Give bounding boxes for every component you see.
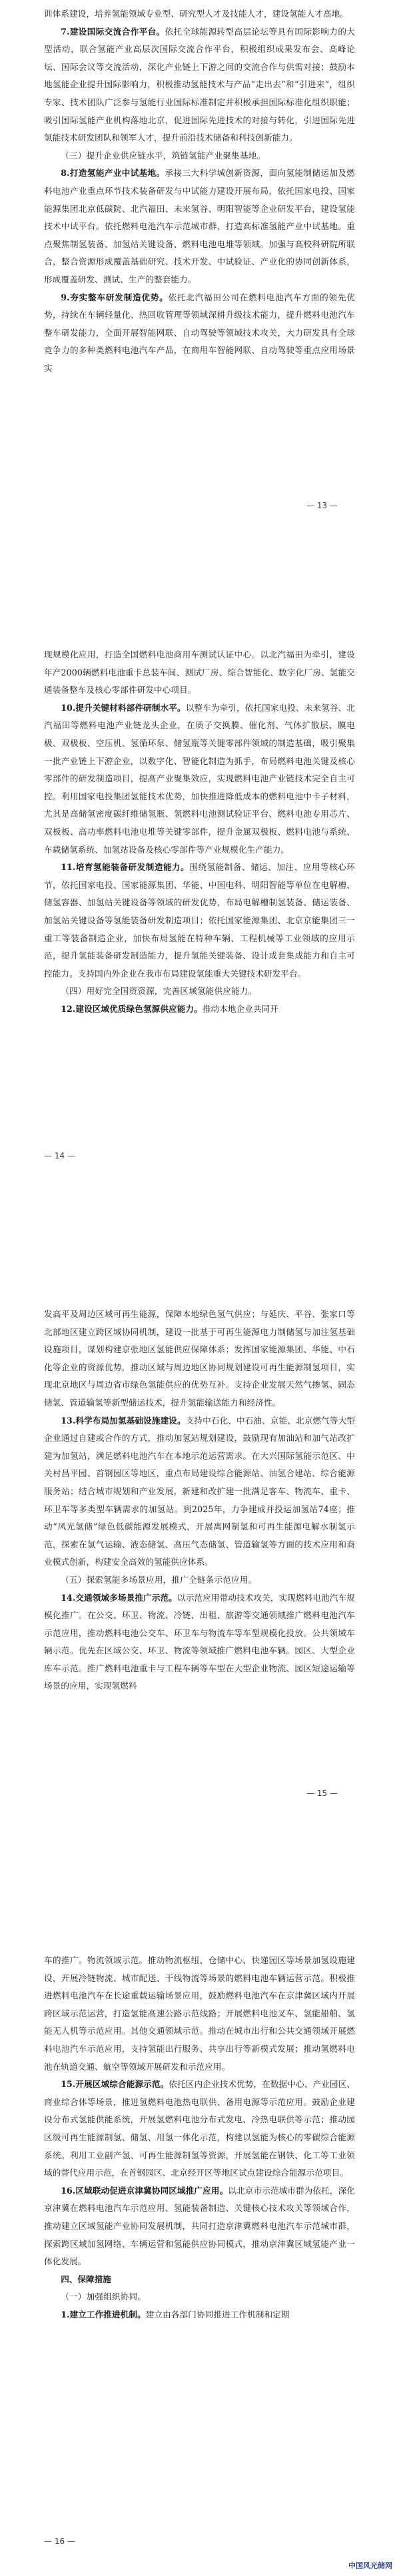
paragraph: 11.培育氢能装备研发制造能力。围绕氢能制备、储运、加注、应用等核心环节，依托国家电投、国家能源集团、华能、中国电科、明阳智能等单位在电解槽、储氢容器、加氢站关键设备等领域的研发优势，布局电解槽制氢装备、储运装备、加氢站关键设备等氢能装备研发制造项目；依托国家能源集团、北京京能集团三一重工等装备制造企业，加快布局氢能在特种车辆、工程机械等工业领域的应用示范，提升氢能装备研发制造能力，提升氢能关键装备、设计成套集成能力和自主可控能力。支持国内外企业在我市布局建设氢能重大关键技术研发平台。 (44, 862, 355, 979)
paragraph: 现规模化应用，打造全国燃料电池商用车测试认证中心。以北汽福田为牵引，建设年产2000辆燃料电池重卡总装车间、测试厂房、综合智能化、数字化厂房、氢能交通装备整车及核心零部件研发中心项目。 (44, 649, 355, 695)
document-page-1 (0, 0, 399, 520)
paragraph: 8.打造氢能产业中试基地。承接三大科学城创新资源，面向氢能制储运加及燃料电池产业重点环节技术装备研发与中试能力建设开展布局，依托国家电投、国家能源集团北京低碳院、北汽福田、未来氢谷、明阳智能等企业研发平台，建设氢能技术中试平台。依托燃料电池汽车示范城市群，打造高标准氢能产业中试基地。重点聚焦制氢装备、加氢站关键设备、燃料电池电堆等领域。加强与高校科研院所联合，整合资源形成覆盖基础研究、技术开发、中试验证、产业化的协同创新体系，形成覆盖研发、测试、生产的整套能力。 (44, 168, 356, 284)
paragraph: 车的推广。物流领域示范。推动物流枢纽、仓储中心、快递园区等场景加氢设施建设，开展冷链物流、城市配送、干线物流等场景的燃料电池车辆运营示范。积极推进燃料电池汽车在长途重载运输场景应用，鼓励燃料电池汽车在京津冀区域内开展跨区域示范运营，打造氢能高速公路示范线路；开展燃料电池叉车、氢能船舶、氢能无人机等示范应用。其他交通领域示范。推动在城市出行和公共交通领域开展燃料电池汽车示范应用，支持氢能出行服务、共享出行等新模式发展；推动氢燃料电池在轨道交通、航空等领域开展研发和示范应用。 (44, 1955, 355, 2072)
paragraph: 10.提升关键材料部件研制水平。以整车为牵引，依托国家电投、未来氢谷、北汽福田等燃料电池产业链龙头企业，在质子交换膜、催化剂、气体扩散层、膜电极、双极板、空压机、氢循环泵、储氢瓶等关键零部件领域的制造基础，吸引聚集一批产业链上下游企业，以数字化、智能化制造为抓手，布局燃料电池关键及核心零部件的研发制造项目，提高产业聚集效应，实现燃料电池产业链技术完全自主可控。利用国家电投集团氢能技术优势，加快推进降低成本的燃料电池中卡子材料，尤其是高储氢密度碳纤维储氢瓶、氢燃料电池测试验证平台、燃料电池专用芯片、双极板、高功率燃料电池电堆等关键零部件，提升金属双极板、燃料电池与系统、车载储氢系统、加氢站设备及核心零部件等产业规模化生产能力。 (44, 702, 355, 855)
paragraph: 发高平及周边区域可再生能源，保障本地绿色氢气供应；与延庆、平谷、张家口等北部地区建立跨区域协同机制，建设一批基于可再生能源电力制储氢与加注氢基础设施项目，谋划构建京张地区氢能供应保障体系；发挥国家能源集团、华能、中石化等企业的资源优势，推动区域与周边地区协同规划建设可再生能源制氢项目，实现北京地区与周边省市绿色氢能供应的优势互补。支持企业发展天然气掺氢、固态储氢、管道输氢等新型储运技术，提升氢能输送能力和经济性。 (44, 1309, 355, 1408)
document-page-3 (0, 1306, 399, 1865)
section-heading: 四、保障措施 (61, 2274, 111, 2284)
paragraph: 15.开展区域综合能源示范。依托区内企业技术优势，在数据中心、产业园区、商业综合体等场景，推进氢燃料电池热电联供、备用电源等示范应用。鼓励企业建设分布式氢能供能系统，开展氢燃料电池分布式发电、冷热电联供等示范；推动园区级可再生能源制氢、储氢、用氢一体化示范，构建以氢能为核心的零碳综合能源系统。利用工业副产氢、可再生能源制氢等资源，开展氢能在钢铁、化工等工业领域的替代应用示范，在首钢园区、北京经开区等地区试点建设综合能源示范项目。 (44, 2079, 356, 2178)
subsection-heading: （五）探索氢能多场景应用，推广全链条示范应用。 (61, 1574, 257, 1585)
watermark-logo-text: 中国风光储网 (348, 2561, 392, 2570)
paragraph: 训体系建设，培养氢能领域专业型、研究型人才及技能人才，建设氢能人才高地。 (44, 9, 348, 19)
subsection-heading: （四）用好完全国资资源，完善区域氢能供应能力。 (61, 986, 257, 997)
document-page-4 (0, 1952, 399, 2551)
page-number: — 15 — (306, 1789, 338, 1798)
paragraph: 14.交通领域多场景推广示范。以示范应用带动技术攻关，实现燃料电池汽车规模化推广。在公交、环卫、物流、冷链、出租、旅游等交通领域推广燃料电池汽车示范应用，推动燃料电池公交车、环卫车与物流车等车型规模化投放。公共领域车辆示范。优先在区域公交、环卫、物流等领域推广燃料电池车辆。园区、大型企业库车示范。推广燃料电池重卡与工程车辆等车型在大型企业物流、园区短途运输等场景的应用，实现氢燃料 (44, 1592, 355, 1691)
page-number: — 13 — (306, 501, 338, 510)
paragraph: 1.建立工作推进机制。建立由各部门协同推进工作机制和定期 (61, 2309, 290, 2320)
subsection-heading: （三）提升企业供应链水平，筑链氢能产业聚集基地。 (61, 150, 266, 161)
paragraph: 7.建设国际交流合作平台。依托全球能源转型高层论坛等具有国际影响力的大型活动，联合氢能产业高层次国际交流合作平台，积极组织成果发布会、高峰论坛、国际会议等交流活动，深化产业链上下游之间的交流合作与供需对接；鼓励本地氢能企业提升国际影响力，积极推动氢能技术与产品“走出去”和“引进来”，组织专家、技术团队广泛参与氢能行业国际标准制定并积极承担国际标准化组织职能；吸引国际氢能产业机构落地北京，促进国际先进技术的对接与转化，引进国际先进氢能技术研发团队和领军人才，提升前沿技术储备和科技创新能力。 (44, 26, 356, 143)
paragraph: 13.科学布局加氢基础设施建设。支持中石化、中石油、京能、北京燃气等大型企业通过自建或合作的方式，推动加氢站规划建设，鼓励现有加油站和加气站改扩建为加氢站，满足燃料电池汽车在本地示范运营需求。在大兴国际氢能示范区、中关村昌平园、首钢园区等地区，重点布局建设综合能源站、油氢合建站、综合能源服务站；结合城市规划和产业发展，新建和改扩建一批满足客车、物流车、重卡、环卫车等多类型车辆需求的加氢站。到2025年，力争建成并投运加氢站74座；推动“风光氢储”绿色低碳能源发展模式，开展离网制氢和可再生能源电解水制氢示范，探索在氢气运输、液态储氢、高压气态储氢、管道输氢等方面的技术应用和商业模式创新，构建安全高效的氢能供应体系。 (44, 1415, 355, 1567)
document-page-2 (0, 646, 399, 1199)
page-number: — 16 — (44, 2537, 75, 2546)
paragraph: 16.区域联动促进京津冀协同区域推广应用。以北京市示范城市群为依托，深化京津冀在燃料电池汽车示范应用、氢能装备制造、关键核心技术攻关等领域合作，推动建立区域氢能产业协同发展机制，共同打造京津冀燃料电池汽车示范城市群，探索跨区域加氢网络、车辆运营和氢能供应协同模式，推动京津冀区域氢能产业一体化发展。 (44, 2185, 356, 2267)
page-number: — 14 — (44, 1151, 75, 1160)
subsection-heading: （一）加强组织协同。 (61, 2292, 147, 2302)
paragraph: 9.夯实整车研发制造优势。依托北汽福田公司在燃料电池汽车方面的领先优势，持续在车辆轻量化、热回收管理等领域深耕升级技术能力，提升燃料电池汽车整车研发能力，全面开展智能网联、自动驾驶等领域技术攻关，大力研发具有全球竞争力的多种类燃料电池汽车产品，在商用车智能网联、自动驾驶等重点应用场景实 (44, 292, 355, 373)
paragraph: 12.建设区域优质绿色氢源供应能力。推动本地企业共同开 (61, 1003, 279, 1014)
